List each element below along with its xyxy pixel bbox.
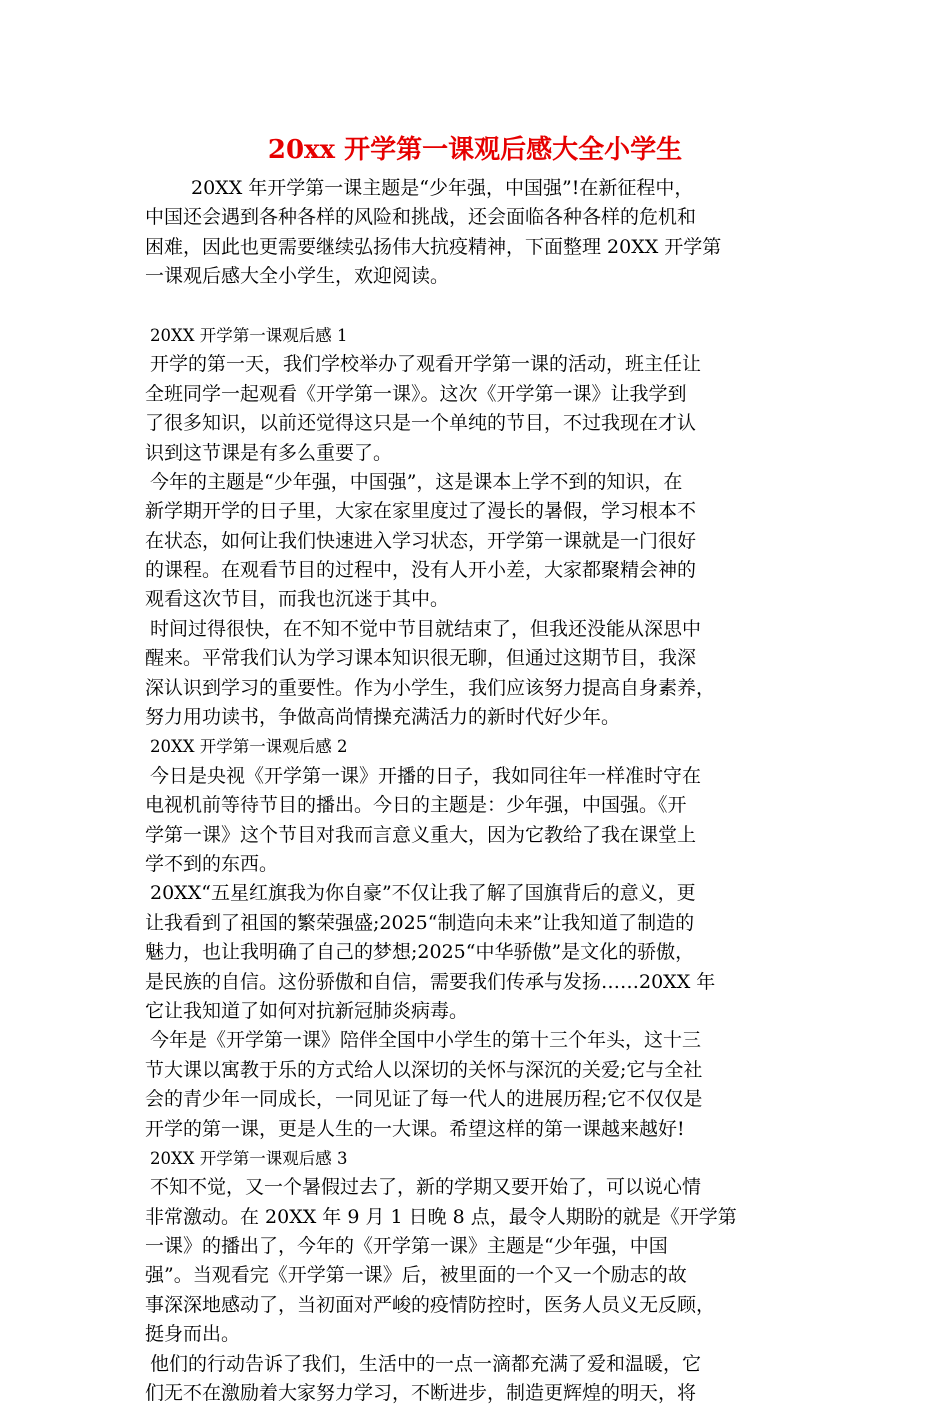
- text-line: 困难，因此也更需要继续弘扬伟大抗疫精神，下面整理 20XX 开学第: [145, 235, 722, 258]
- blank-line: [145, 292, 810, 321]
- text-line: 识到这节课是有多么重要了。: [145, 441, 393, 464]
- text-line: 中国还会遇到各种各样的风险和挑战，还会面临各种各样的危机和: [145, 206, 697, 229]
- paragraph-first-line: 不知不觉，又一个暑假过去了，新的学期又要开始了，可以说心情: [150, 1176, 702, 1199]
- paragraph-first-line: 开学的第一天，我们学校举办了观看开学第一课的活动，班主任让: [150, 353, 702, 376]
- text-line: 学不到的东西。: [145, 852, 279, 875]
- paragraph-first-line: 时间过得很快，在不知不觉中节目就结束了，但我还没能从深思中: [150, 617, 702, 640]
- document-body: [145, 174, 810, 1408]
- text-line: 电视机前等待节目的播出。今日的主题是：少年强，中国强。《开: [145, 794, 687, 817]
- paragraph-first-line: 今日是央视《开学第一课》开播的日子，我如同往年一样准时守在: [150, 764, 702, 787]
- text-line: 全班同学一起观看《开学第一课》。这次《开学第一课》让我学到: [145, 382, 687, 405]
- text-line: 观看这次节目，而我也沉迷于其中。: [145, 588, 450, 611]
- paragraph-first-line: 20XX“五星红旗我为你自豪”不仅让我了解了国旗背后的意义，更: [150, 882, 696, 905]
- section-heading: 20XX 开学第一课观后感 2: [150, 737, 348, 757]
- intro-first-line: 20XX 年开学第一课主题是“少年强，中国强”!在新征程中，: [191, 177, 694, 199]
- text-line: 努力用功读书，争做高尚情操充满活力的新时代好少年。: [145, 706, 621, 729]
- text-line: 节大课以寓教于乐的方式给人以深切的关怀与深沉的关爱;它与全社: [145, 1058, 703, 1081]
- text-line: 们无不在激励着大家努力学习，不断进步，制造更辉煌的明天，将: [145, 1382, 697, 1405]
- text-line: 强”。当观看完《开学第一课》后，被里面的一个又一个励志的故: [145, 1264, 687, 1287]
- document-title: 20xx 开学第一课观后感大全小学生: [267, 135, 683, 165]
- section-heading: 20XX 开学第一课观后感 3: [150, 1148, 348, 1168]
- text-line: 事深深地感动了，当初面对严峻的疫情防控时，医务人员义无反顾，: [145, 1293, 716, 1316]
- text-line: 学第一课》这个节目对我而言意义重大，因为它教给了我在课堂上: [145, 823, 697, 846]
- text-line: 的课程。在观看节目的过程中，没有人开小差，大家都聚精会神的: [145, 559, 697, 582]
- text-line: 挺身而出。: [145, 1323, 241, 1346]
- paragraph-first-line: 他们的行动告诉了我们，生活中的一点一滴都充满了爱和温暖，它: [150, 1352, 702, 1375]
- paragraph-first-line: 今年的主题是“少年强，中国强”，这是课本上学不到的知识，在: [150, 470, 683, 493]
- paragraph-first-line: 今年是《开学第一课》陪伴全国中小学生的第十三个年头，这十三: [150, 1029, 702, 1052]
- text-line: 一课》的播出了，今年的《开学第一课》主题是“少年强，中国: [145, 1235, 668, 1258]
- text-line: 在状态，如何让我们快速进入学习状态，开学第一课就是一门很好: [145, 529, 697, 552]
- text-line: 深认识到学习的重要性。作为小学生，我们应该努力提高自身素养，: [145, 676, 716, 699]
- text-line: 魅力，也让我明确了自己的梦想;2025“中华骄傲”是文化的骄傲，: [145, 941, 695, 964]
- text-line: 一课观后感大全小学生，欢迎阅读。: [145, 265, 450, 288]
- text-line: 是民族的自信。这份骄傲和自信，需要我们传承与发扬……20XX 年: [145, 970, 716, 993]
- text-line: 了很多知识，以前还觉得这只是一个单纯的节目，不过我现在才认: [145, 412, 697, 435]
- text-line: 会的青少年一同成长，一同见证了每一代人的进展历程;它不仅仅是: [145, 1088, 703, 1111]
- text-line: 开学的第一课，更是人生的一大课。希望这样的第一课越来越好!: [145, 1117, 685, 1140]
- text-line: 让我看到了祖国的繁荣强盛;2025“制造向未来”让我知道了制造的: [145, 911, 695, 934]
- text-line: 新学期开学的日子里，大家在家里度过了漫长的暑假，学习根本不: [145, 500, 697, 523]
- section-heading: 20XX 开学第一课观后感 1: [150, 325, 348, 345]
- text-line: 它让我知道了如何对抗新冠肺炎病毒。: [145, 999, 469, 1022]
- text-line: 醒来。平常我们认为学习课本知识很无聊，但通过这期节目，我深: [145, 647, 697, 670]
- text-line: 非常激动。在 20XX 年 9 月 1 日晚 8 点，最令人期盼的就是《开学第: [145, 1205, 737, 1228]
